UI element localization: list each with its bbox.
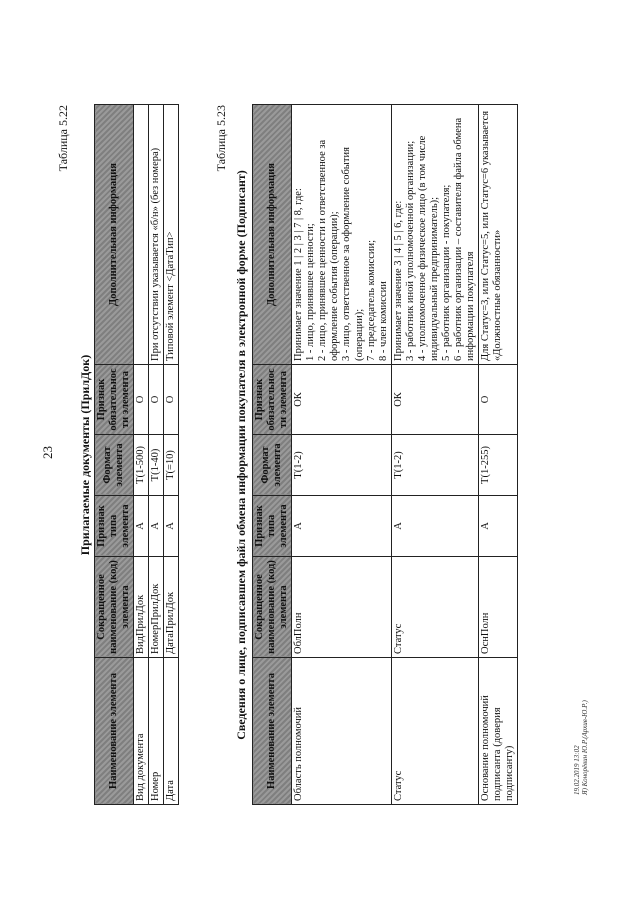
cell-info: Типовой элемент <ДатаТип> [164, 105, 179, 365]
cell-code: ОснПолн [479, 557, 518, 658]
cell-name: Вид документа [134, 658, 149, 805]
table2-caption: Таблица 5.23 [214, 105, 228, 172]
table2-title: Сведения о лице, подписавшем файл обмена информации покупателя в электронной форме (Подписант) [234, 170, 248, 740]
cell-code: Статус [391, 557, 478, 658]
table-row [292, 105, 392, 805]
table-row [391, 105, 478, 805]
cell-required: О [149, 365, 164, 435]
table1-header-info: Дополнительная информация [95, 105, 134, 365]
table2-header-type: Признак типа элемента [253, 496, 292, 557]
table2-header-required: Признак обязательности элемента [253, 365, 292, 435]
table-row [164, 105, 179, 805]
cell-type: А [391, 496, 478, 557]
cell-code: ВидПрилДок [134, 557, 149, 658]
table-attached-documents [94, 104, 179, 805]
table1-header-code: Сокращенное наименование (код) элемента [95, 557, 134, 658]
cell-name: Статус [391, 658, 478, 805]
stamp-date: 19.02.2019 13:02 [573, 745, 581, 795]
cell-format: T(1-40) [149, 435, 164, 496]
cell-info: Принимает значение 1 | 2 | 3 | 7 | 8, где: 1 - лицо, принявшее ценности; 2 - лицо, принявшее ценности и ответственное за оформление события (операции); 3 - лицо, ответственное за оформление события (операции); 7 - председатель комиссии; 8 - член комиссии [292, 105, 392, 365]
cell-info: Для Статус=3, или Статус=5, или Статус=6 указывается «Должностные обязанности» [479, 105, 518, 365]
stamp-source: Я) Конорёвин Ю.Р.(Архив-Ю.Р.) [580, 700, 589, 795]
cell-required: О [164, 365, 179, 435]
table1-header-name: Наименование элемента [95, 658, 134, 805]
table2-header-info: Дополнительная информация [253, 105, 292, 365]
cell-type: А [479, 496, 518, 557]
cell-format: T(1-255) [479, 435, 518, 496]
cell-code: НомерПрилДок [149, 557, 164, 658]
table-signer-info [252, 104, 518, 805]
table2-header-name: Наименование элемента [253, 658, 292, 805]
table1-title: Прилагаемые документы (ПрилДок) [78, 354, 92, 556]
table1-header-format: Формат элемента [95, 435, 134, 496]
cell-required: О [134, 365, 149, 435]
scan-stamp [574, 700, 589, 795]
cell-info: Принимает значение 3 | 4 | 5 | 6, где: 3 - работник иной уполномоченной организации; 4 - уполномоченное физическое лицо (в том числе индивидуальный предприниматель); 5 - работник организации - покупателя; 6 - работник организации – составителя файла обмена информации покупателя [391, 105, 478, 365]
cell-required: ОК [391, 365, 478, 435]
table1-header-row [95, 105, 134, 805]
table2-header-format: Формат элемента [253, 435, 292, 496]
cell-info: При отсутствии указывается «б/н» (без номера) [149, 105, 164, 365]
table1-header-type: Признак типа элемента [95, 496, 134, 557]
table2-header-code: Сокращенное наименование (код) элемента [253, 557, 292, 658]
cell-type: А [164, 496, 179, 557]
cell-type: А [149, 496, 164, 557]
table1-caption: Таблица 5.22 [56, 105, 70, 172]
cell-name: Область полномочий [292, 658, 392, 805]
table2-header-row [253, 105, 292, 805]
table1-header-required: Признак обязательности элемента [95, 365, 134, 435]
table-row [134, 105, 149, 805]
cell-info [134, 105, 149, 365]
cell-format: T(1-2) [292, 435, 392, 496]
cell-code: ОблПолн [292, 557, 392, 658]
cell-type: А [134, 496, 149, 557]
cell-format: T(1-500) [134, 435, 149, 496]
table-row [149, 105, 164, 805]
cell-required: ОК [292, 365, 392, 435]
cell-format: T(1-2) [391, 435, 478, 496]
cell-name: Номер [149, 658, 164, 805]
cell-name: Основание полномочий подписанта (доверия подписанту) [479, 658, 518, 805]
table-row [479, 105, 518, 805]
cell-code: ДатаПрилДок [164, 557, 179, 658]
page-number: 23 [40, 446, 55, 459]
cell-required: О [479, 365, 518, 435]
cell-format: T(=10) [164, 435, 179, 496]
cell-type: А [292, 496, 392, 557]
cell-name: Дата [164, 658, 179, 805]
